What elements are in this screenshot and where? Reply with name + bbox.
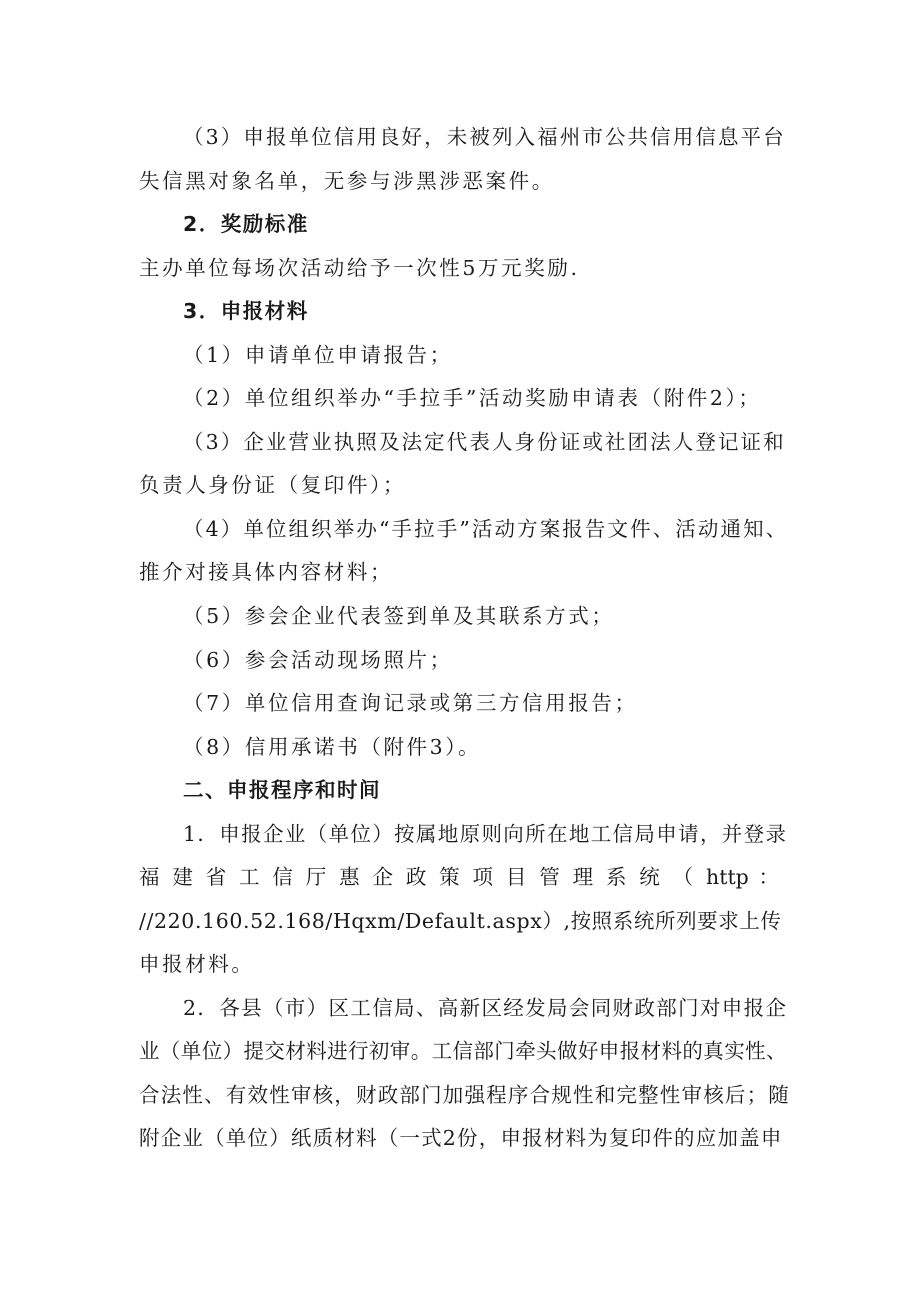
section-heading: 2．奖励标准 [183, 212, 309, 236]
paragraph-line: 业（单位）提交材料进行初审。工信部门牵头做好申报材料的真实性、 [139, 1039, 787, 1063]
list-item: （3）企业营业执照及法定代表人身份证或社团法人登记证和 [183, 430, 786, 454]
list-item-continuation: 推介对接具体内容材料； [139, 560, 394, 584]
paragraph-line: 失信黑对象名单，无参与涉黑涉恶案件。 [139, 169, 555, 193]
section-heading: 3．申报材料 [183, 299, 309, 323]
paragraph-line: 1．申报企业（单位）按属地原则向所在地工信局申请，并登录 [183, 822, 788, 846]
list-item: （1）申请单位申请报告； [183, 343, 453, 367]
list-item: （2）单位组织举办“手拉手”活动奖励申请表（附件2）； [183, 386, 762, 410]
paragraph-line: //220.160.52.168/Hqxm/Default.aspx）,按照系统所列要求上传 [139, 909, 782, 933]
list-item: （6）参会活动现场照片； [183, 648, 453, 672]
paragraph-line: 主办单位每场次活动给予一次性5万元奖励. [139, 256, 580, 280]
section-heading: 二、申报程序和时间 [183, 778, 381, 802]
paragraph-line: 申报材料。 [139, 952, 255, 976]
paragraph-line: 合法性、有效性审核，财政部门加强程序合规性和完整性审核后；随 [139, 1083, 790, 1107]
list-item: （7）单位信用查询记录或第三方信用报告； [183, 691, 638, 715]
paragraph-line: 福 建 省 工 信 厅 惠 企 政 策 项 目 管 理 系 统 （ http ： [139, 865, 779, 889]
list-item: （5）参会企业代表签到单及其联系方式； [183, 604, 615, 628]
paragraph-line: 2．各县（市）区工信局、高新区经发局会同财政部门对申报企 [183, 996, 788, 1020]
list-item: （8）信用承诺书（附件3）。 [183, 735, 482, 759]
paragraph-line: （3）申报单位信用良好，未被列入福州市公共信用信息平台 [183, 125, 786, 149]
list-item-continuation: 负责人身份证（复印件）； [139, 473, 406, 497]
paragraph-line: 附企业（单位）纸质材料（一式2份，申报材料为复印件的应加盖申 [139, 1126, 783, 1150]
list-item: （4）单位组织举办“手拉手”活动方案报告文件、活动通知、 [183, 517, 789, 541]
